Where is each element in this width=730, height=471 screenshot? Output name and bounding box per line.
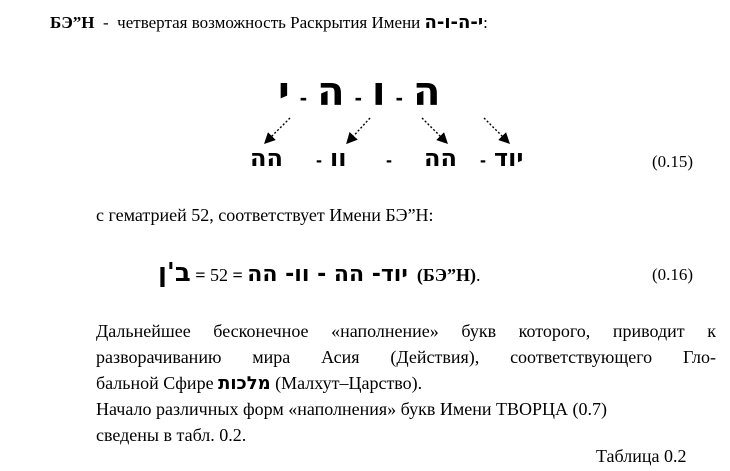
expansion-he: הה — [424, 144, 457, 172]
table-caption: Таблица 0.2 — [596, 446, 687, 466]
arrow-vav — [348, 118, 370, 142]
separator: - — [480, 150, 486, 170]
expansion-he-final: הה — [250, 144, 283, 172]
letter-yod: י — [278, 69, 290, 115]
separator: - — [354, 85, 362, 110]
gematria-text: с гематрией 52, соответствует Имени БЭ”Н: — [96, 205, 434, 225]
separator: - — [299, 85, 308, 110]
equation-number-015: (0.15) — [652, 152, 694, 171]
separator: - — [316, 150, 322, 170]
equation-016 — [158, 258, 480, 288]
letter-vav: ו — [371, 69, 386, 115]
arrow-he-final — [266, 118, 290, 142]
arrow-yod — [484, 118, 508, 142]
heading-text: четвертая возможность Раскрытия Имени — [117, 13, 421, 32]
malkhut-hebrew: מלכות — [218, 373, 271, 394]
paragraph-line-3-text: бальной Сфире — [96, 373, 214, 393]
heading-sep: - — [103, 13, 109, 32]
equals-sign: = — [195, 265, 206, 285]
heading-hebrew-name: י-ה-ו-ה — [424, 12, 484, 33]
ben-label: (БЭ”Н) — [416, 265, 476, 285]
letter-he-final: ה — [412, 69, 441, 115]
expansion-yod: יוד — [494, 144, 524, 172]
arrow-he — [422, 118, 446, 142]
equation-number-016: (0.16) — [652, 265, 694, 284]
paragraph-line-5: сведены в табл. 0.2. — [96, 425, 247, 445]
separator: - — [386, 150, 392, 170]
ben-hebrew: ב'ן — [158, 258, 191, 288]
dot: . — [475, 265, 481, 285]
equals-sign: = — [232, 265, 243, 285]
separator: - — [395, 85, 403, 110]
expansion-vav: וו — [330, 144, 347, 172]
paragraph-line-2: разворачиванию мира Асия (Действия), соответствующего Гло- — [96, 347, 716, 367]
paragraph-line-3-post: (Малхут–Царство). — [275, 373, 423, 393]
heading-label: БЭ”Н — [50, 13, 95, 32]
equation-lhs: יוד- הה - וו- הה — [247, 262, 408, 287]
paragraph-line-4: Начало различных форм «наполнения» букв Имени ТВОРЦА (0.7) — [96, 399, 608, 419]
equation-value: 52 — [210, 265, 229, 285]
paragraph-line-1: Дальнейшее бесконечное «наполнение» букв которого, приводит к — [96, 321, 716, 341]
heading-colon: : — [483, 13, 488, 32]
paragraph-line-3 — [96, 370, 716, 397]
letter-he: ה — [317, 69, 345, 115]
